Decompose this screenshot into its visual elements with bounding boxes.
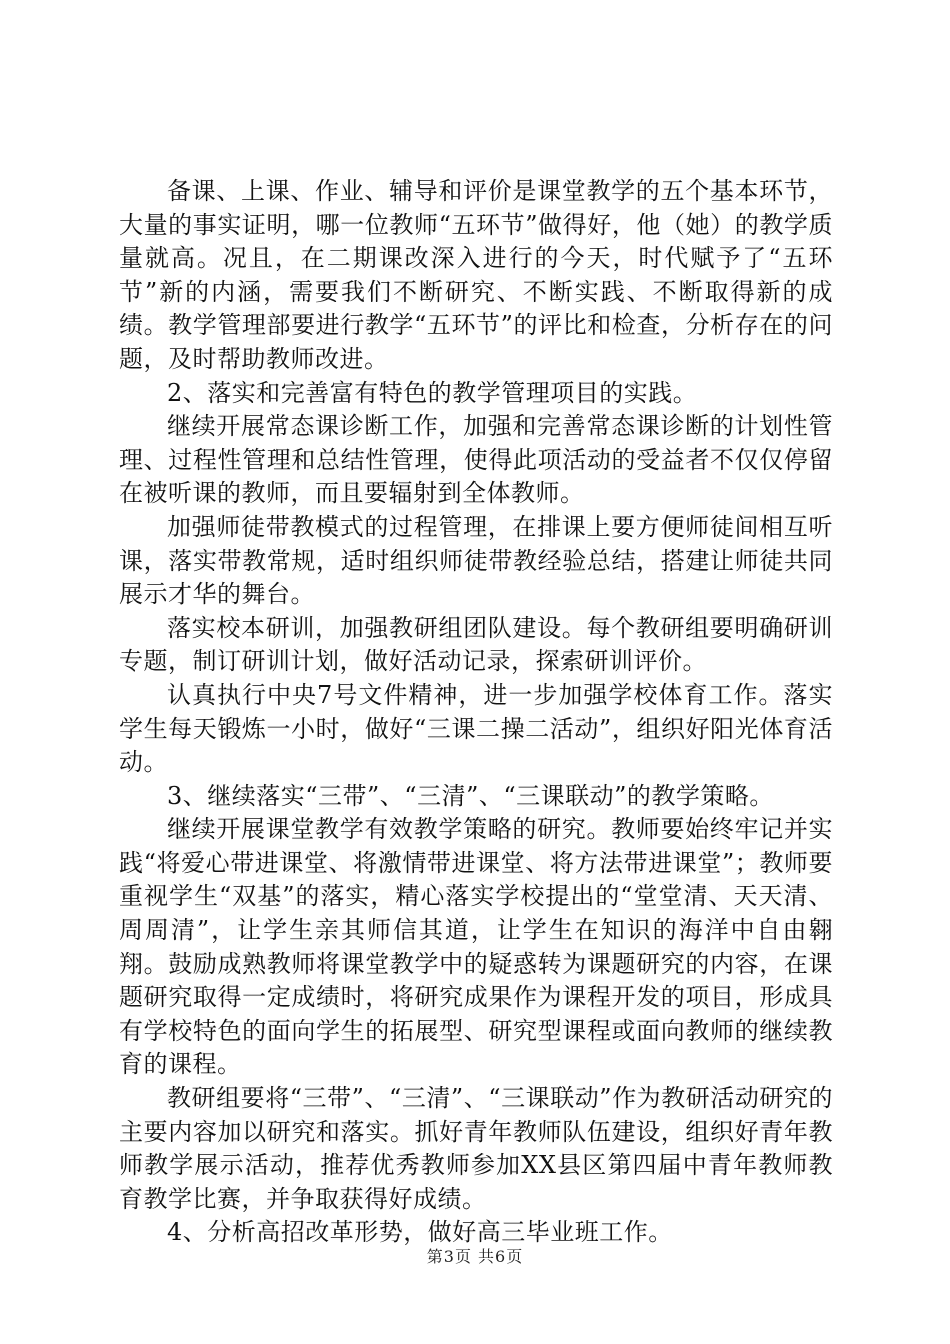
section-heading-3: 3、继续落实“三带”、“三清”、“三课联动”的教学策略。 — [167, 781, 774, 810]
paragraph-physical-education: 认真执行中央7号文件精神，进一步加强学校体育工作。落实学生每天锻炼一小时，做好“三课二操二活动”，组织好阳光体育活动。 — [119, 680, 833, 777]
paragraph-research-group: 教研组要将“三带”、“三清”、“三课联动”作为教研活动研究的主要内容加以研究和落实。抓好青年教师队伍建设，组织好青年教师教学展示活动，推荐优秀教师参加XX县区第四届中青年教师教育教学比赛，并争取获得好成绩。 — [119, 1084, 833, 1213]
section-heading-2: 2、落实和完善富有特色的教学管理项目的实践。 — [167, 378, 698, 407]
paragraph-five-links: 备课、上课、作业、辅导和评价是课堂教学的五个基本环节，大量的事实证明，哪一位教师“五环节”做得好，他（她）的教学质量就高。况且，在二期课改深入进行的今天，时代赋予了“五环节”新的内涵，需要我们不断研究、不断实践、不断取得新的成绩。教学管理部要进行教学“五环节”的评比和检查，分析存在的问题，及时帮助教师改进。 — [119, 177, 833, 373]
paragraph-routine-class-diagnosis: 继续开展常态课诊断工作，加强和完善常态课诊断的计划性管理、过程性管理和总结性管理，使得此项活动的受益者不仅仅停留在被听课的教师，而且要辐射到全体教师。 — [119, 412, 833, 508]
paragraph-teaching-strategy: 继续开展课堂教学有效教学策略的研究。教师要始终牢记并实践“将爱心带进课堂、将激情带进课堂、将方法带进课堂”；教师要重视学生“双基”的落实，精心落实学校提出的“堂堂清、天天清、周周清”，让学生亲其师信其道，让学生在知识的海洋中自由翱翔。鼓励成熟教师将课堂教学中的疑惑转为课题研究的内容，在课题研究取得一定成绩时，将研究成果作为课程开发的项目，形成具有学校特色的面向学生的拓展型、研究型课程或面向教师的继续教育的课程。 — [119, 815, 833, 1079]
paragraph-mentorship: 加强师徒带教模式的过程管理，在排课上要方便师徒间相互听课，落实带教常规，适时组织师徒带教经验总结，搭建让师徒共同展示才华的舞台。 — [119, 512, 833, 609]
paragraph-school-training: 落实校本研训，加强教研组团队建设。每个教研组要明确研训专题，制订研训计划，做好活动记录，探索研训评价。 — [119, 613, 833, 676]
document-body — [119, 175, 833, 1250]
page-number-footer: 第3页 共6页 — [426, 1247, 524, 1266]
section-heading-4: 4、分析高招改革形势，做好高三毕业班工作。 — [167, 1218, 673, 1247]
